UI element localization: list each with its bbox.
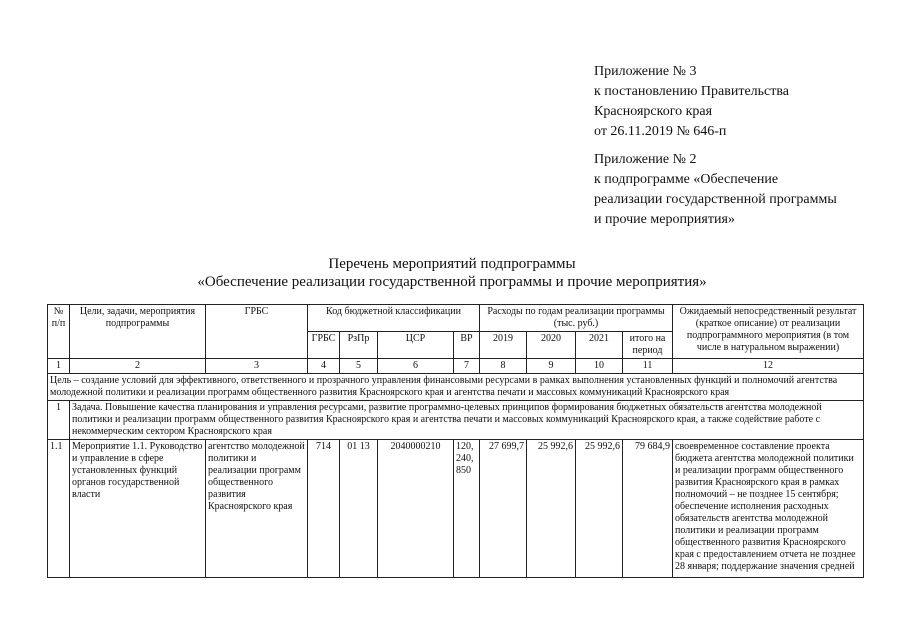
- subheader-2020: 2020: [527, 332, 576, 359]
- activity-csr: 2040000210: [378, 440, 454, 578]
- appendix-2-line: Приложение № 2: [594, 152, 697, 167]
- subheader-grbs: ГРБС: [308, 332, 340, 359]
- column-number: 4: [308, 359, 340, 374]
- subheader-rzpr: РзПр: [340, 332, 378, 359]
- activity-2021: 25 992,6: [576, 440, 623, 578]
- subheader-2021: 2021: [576, 332, 623, 359]
- activity-2019: 27 699,7: [480, 440, 527, 578]
- activities-table: [47, 304, 864, 578]
- column-number: 5: [340, 359, 378, 374]
- column-number: 3: [206, 359, 308, 374]
- column-number-row: [48, 359, 864, 374]
- appendix-3-line: Красноярского края: [594, 104, 713, 119]
- column-number: 12: [673, 359, 864, 374]
- activity-vr: 120, 240, 850: [454, 440, 480, 578]
- header-grbs: ГРБС: [206, 305, 308, 359]
- activity-name: Мероприятие 1.1. Руководство и управление в сфере установленных функций органов государственной власти: [70, 440, 206, 578]
- appendix-3-block: [594, 62, 789, 142]
- column-number: 6: [378, 359, 454, 374]
- activity-result: своевременное составление проекта бюджета агентства молодежной политики и реализации программ общественного развития Красноярского края в рамках полномочий – не позднее 15 сентября; обеспечение исполнения расходных обязательств агентства молодежной политики и реализации программ общественного развития Красноярского края с предоставлением отчета не позднее 28 января; поддержание значения средней: [673, 440, 864, 578]
- task-row: [48, 401, 864, 440]
- appendix-2-line: к подпрограмме «Обеспечение: [594, 172, 779, 187]
- header-goals: Цели, задачи, мероприятия подпрограммы: [70, 305, 206, 359]
- subheader-2019: 2019: [480, 332, 527, 359]
- activity-total: 79 684,9: [623, 440, 673, 578]
- appendix-2-block: [594, 150, 837, 230]
- header-num: № п/п: [48, 305, 70, 359]
- activity-grbs: агентство молодежной политики и реализации программ общественного развития Красноярского края: [206, 440, 308, 578]
- header-row-1: [48, 305, 864, 332]
- column-number: 2: [70, 359, 206, 374]
- document-title-line-2: «Обеспечение реализации государственной программы и прочие мероприятия»: [197, 274, 707, 290]
- column-number: 10: [576, 359, 623, 374]
- column-number: 11: [623, 359, 673, 374]
- task-text: Задача. Повышение качества планирования и управления ресурсами, развитие программно-целевых принципов формирования бюджетных обязательств агентства молодежной политики и реализации программ общественного развития Красноярского края и агентства печати и массовых коммуникаций Красноярского края, а также содействие работе с некоммерческим сектором Красноярского края: [70, 401, 864, 440]
- appendix-3-line: от 26.11.2019 № 646-п: [594, 124, 727, 139]
- activity-rzpr: 01 13: [340, 440, 378, 578]
- column-number: 7: [454, 359, 480, 374]
- activity-row: [48, 440, 864, 578]
- subheader-csr: ЦСР: [378, 332, 454, 359]
- appendix-2-line: и прочие мероприятия»: [594, 212, 735, 227]
- document-title-line-1: Перечень мероприятий подпрограммы: [328, 256, 576, 272]
- header-budget-code: Код бюджетной классификации: [308, 305, 480, 332]
- appendix-2-line: реализации государственной программы: [594, 192, 837, 207]
- header-result: Ожидаемый непосредственный результат (краткое описание) от реализации подпрограммного мероприятия (в том числе в натуральном выражении): [673, 305, 864, 359]
- goal-row: [48, 374, 864, 401]
- subheader-total: итого на период: [623, 332, 673, 359]
- activity-grbs-code: 714: [308, 440, 340, 578]
- activity-2020: 25 992,6: [527, 440, 576, 578]
- appendix-3-line: к постановлению Правительства: [594, 84, 790, 99]
- appendix-3-line: Приложение № 3: [594, 64, 697, 79]
- column-number: 9: [527, 359, 576, 374]
- header-expenses: Расходы по годам реализации программы (тыс. руб.): [480, 305, 673, 332]
- column-number: 8: [480, 359, 527, 374]
- activity-num: 1.1: [48, 440, 70, 578]
- column-number: 1: [48, 359, 70, 374]
- subheader-vr: ВР: [454, 332, 480, 359]
- task-num: 1: [48, 401, 70, 440]
- goal-text: Цель – создание условий для эффективного, ответственного и прозрачного управления финансовыми ресурсами в рамках выполнения установленных функций и полномочий агентства молодежной политики и реализации программ общественного развития Красноярского края и агентства печати и массовых коммуникаций Красноярского края: [48, 374, 864, 401]
